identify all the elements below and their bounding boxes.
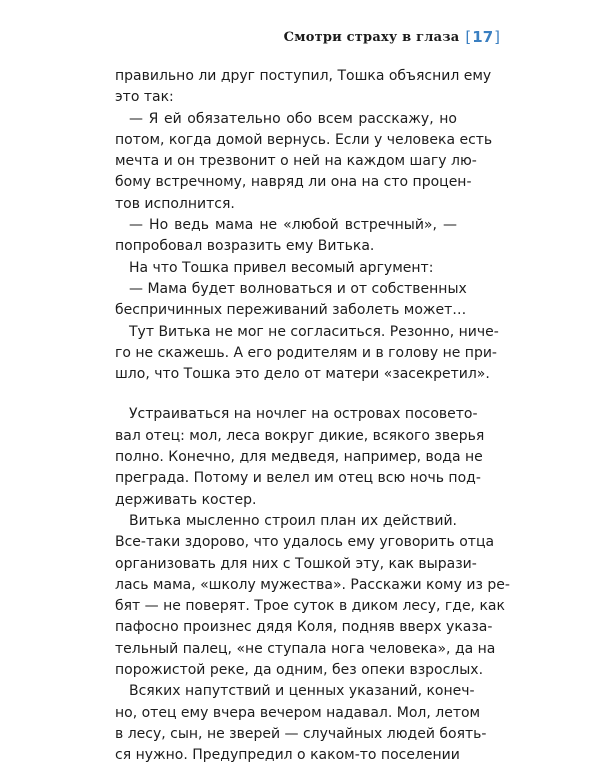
text-line: лась мама, «школу мужества». Расскажи кому из ре- [115, 576, 510, 593]
text-line: порожистой реке, да одним, без опеки взрослых. [115, 662, 484, 679]
text-line: Все-таки здорово, что удалось ему уговорить отца [115, 534, 495, 551]
text-line: в лесу, сын, не зверей — случайных людей боять- [115, 725, 487, 742]
page-number-bracket-open: [ [465, 28, 472, 46]
text-line: Всяких напутствий и ценных указаний, конеч- [129, 683, 475, 700]
text-line: ся нужно. Предупредил о каком-то поселении [115, 747, 460, 764]
text-line: правильно ли друг поступил, Тошка объяснил ему [115, 68, 492, 84]
text-line: — Я ей обязательно обо всем расскажу, но [129, 110, 457, 127]
text-line: вал отец: мол, леса вокруг дикие, всякого зверья [115, 427, 485, 444]
page-number-bracket-close: ] [494, 28, 500, 46]
text-line: это так: [115, 89, 174, 106]
text-line: бят — не поверят. Трое суток в диком лесу, где, как [115, 598, 505, 615]
body-text [115, 66, 510, 767]
page-number [465, 28, 500, 46]
text-line: Тут Витька не мог не согласиться. Резонно, ниче- [129, 323, 499, 340]
text-line: На что Тошка привел весомый аргумент: [129, 259, 434, 276]
running-title: Смотри страху в глаза [283, 29, 460, 45]
text-line: мечта и он трезвонит о ней на каждом шагу лю- [115, 153, 477, 170]
section-break [115, 385, 457, 404]
text-line: организовать для них с Тошкой эту, как вырази- [115, 555, 477, 572]
text-line: Устраиваться на ночлег на островах посовето- [129, 406, 478, 423]
text-line: потом, когда домой вернусь. Если у человека есть [115, 131, 493, 148]
text-line: го не скажешь. А его родителям и в голову не при- [115, 344, 497, 361]
text-line: держивать костер. [115, 491, 257, 508]
text-line: преграда. Потому и велел им отец всю ночь под- [115, 470, 481, 487]
text-line: попробовал возразить ему Витька. [115, 238, 375, 255]
text-line: — Мама будет волноваться и от собственных [129, 280, 467, 297]
text-line: тельный палец, «не ступала нога человека», да на [115, 640, 496, 657]
text-line: бому встречному, навряд ли она на сто процен- [115, 174, 472, 191]
text-line: тов исполнится. [115, 195, 235, 212]
text-line: пафосно произнес дядя Коля, подняв вверх указа- [115, 619, 493, 636]
page-number-value: 17 [472, 28, 494, 46]
text-line: Витька мысленно строил план их действий. [129, 512, 457, 529]
text-line: но, отец ему вчера вечером надавал. Мол, летом [115, 704, 481, 721]
text-line: — Но ведь мама не «любой встречный», — [129, 217, 457, 234]
text-line: шло, что Тошка это дело от матери «засекретил». [115, 366, 490, 383]
page-header [284, 28, 500, 46]
text-line: полно. Конечно, для медведя, например, вода не [115, 449, 483, 466]
text-line: беспричинных переживаний заболеть может… [115, 302, 467, 319]
